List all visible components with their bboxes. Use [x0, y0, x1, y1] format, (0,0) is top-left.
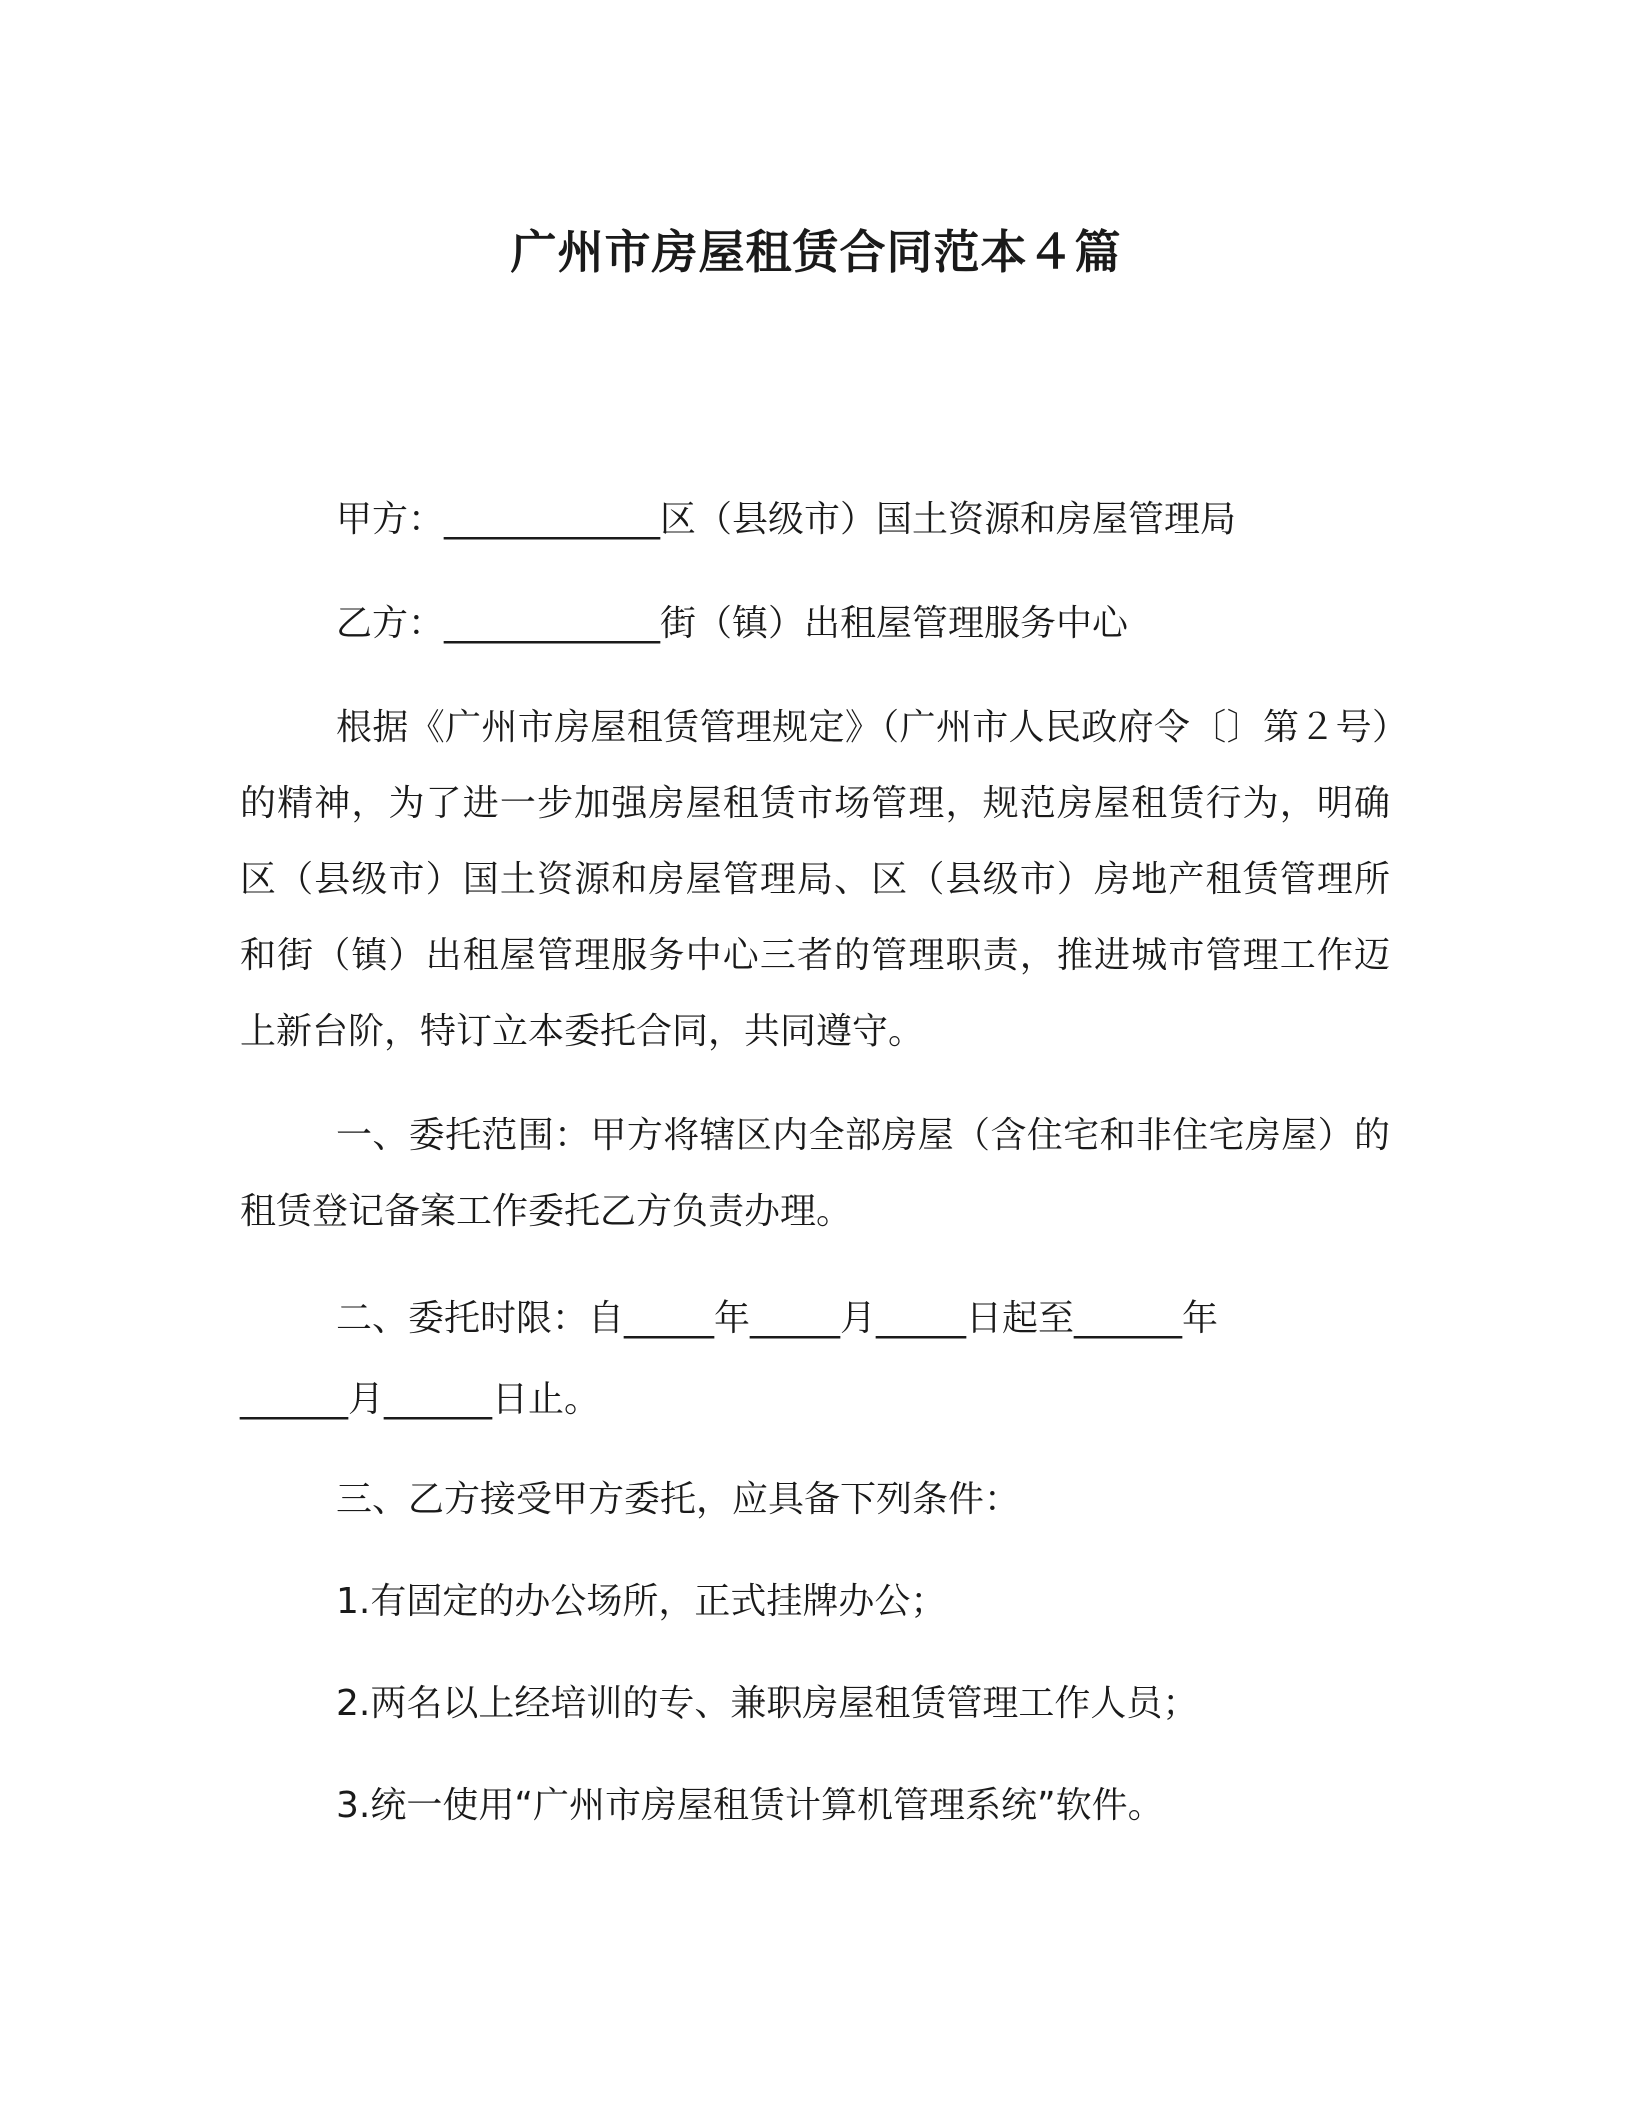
- condition-item-3: 3.统一使用“广州市房屋租赁计算机管理系统”软件。: [336, 1785, 1164, 1826]
- party-b-line: 乙方：____________街（镇）出租屋管理服务中心: [336, 603, 1129, 644]
- condition-item-1: 1.有固定的办公场所，正式挂牌办公；: [336, 1581, 947, 1622]
- clause-2-line-1: 二、委托时限：自_____年_____月_____日起至______年: [336, 1298, 1219, 1339]
- clause-2-line-2: ______月______日止。: [240, 1379, 601, 1420]
- clause-3-line: 三、乙方接受甲方委托，应具备下列条件：: [336, 1479, 1021, 1520]
- condition-item-2: 2.两名以上经培训的专、兼职房屋租赁管理工作人员；: [336, 1683, 1199, 1724]
- document-title: 广州市房屋租赁合同范本４篇: [510, 225, 1122, 279]
- clause-1-paragraph: 一、委托范围：甲方将辖区内全部房屋（含住宅和非住宅房屋）的租赁登记备案工作委托乙方负责办理。: [240, 1115, 1390, 1232]
- preamble-paragraph: 根据《广州市房屋租赁管理规定》（广州市人民政府令〔〕第２号）的精神，为了进一步加强房屋租赁市场管理，规范房屋租赁行为，明确区（县级市）国土资源和房屋管理局、区（县级市）房地产租赁管理所和街（镇）出租屋管理服务中心三者的管理职责，推进城市管理工作迈上新台阶，特订立本委托合同，共同遵守。: [240, 707, 1390, 1052]
- party-a-line: 甲方：____________区（县级市）国土资源和房屋管理局: [336, 499, 1237, 540]
